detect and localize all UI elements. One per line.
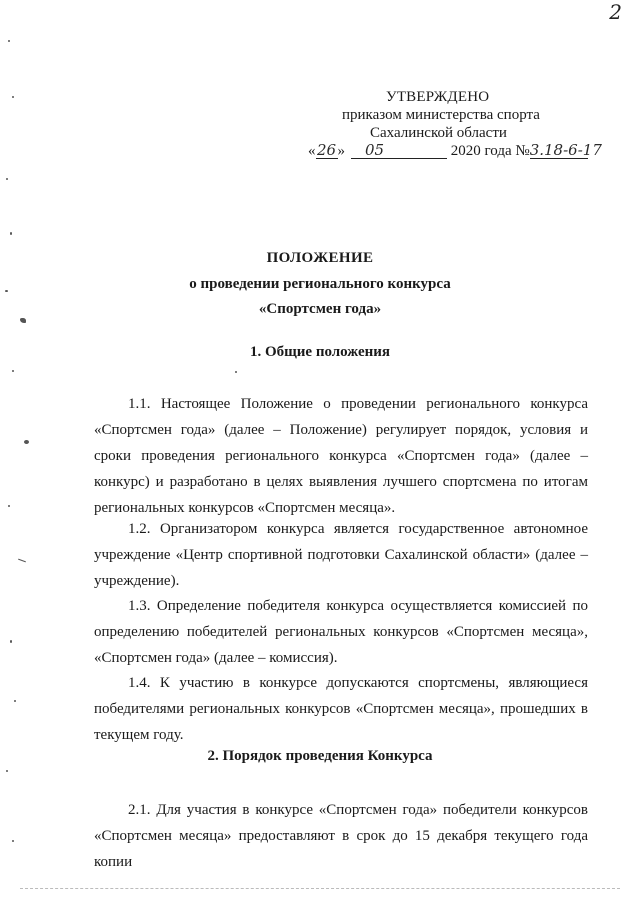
paragraph-1-2: 1.2. Организатором конкурса является государственное автономное учреждение «Центр спортивной подготовки Сахалинской области» (далее – учреждение). [94,521,588,589]
scan-speck [18,559,26,563]
paragraph-1-4: 1.4. К участию в конкурсе допускаются спортсмены, являющиеся победителями региональных конкурсов «Спортсмен месяца», прошедших в текущем году. [94,675,588,743]
scan-edge-line [20,888,620,889]
scan-speck [12,96,14,98]
scan-speck [6,770,8,772]
paragraph-1-3: 1.3. Определение победителя конкурса осуществляется комиссией по определению победителей региональных конкурсов «Спортсмен месяца», «Спортсмен года» (далее – комиссия). [94,598,588,666]
document-title: ПОЛОЖЕНИЕ [266,250,374,266]
page-number: 2 [609,0,622,24]
approval-date-line [308,141,602,160]
approval-region-line: Сахалинской области [370,125,507,141]
order-number: 3.18-6-17 [529,141,602,159]
date-month: 05 [351,142,447,159]
scan-speck [24,440,29,444]
document-contest-name: «Спортсмен года» [258,301,382,317]
approval-title: УТВЕРЖДЕНО [386,89,490,105]
document-subtitle: о проведении регионального конкурса [189,276,451,292]
scan-speck [5,290,8,292]
scan-speck [12,840,14,842]
scan-speck [14,700,16,702]
section-1-title: 1. Общие положения [249,344,391,360]
scan-speck [6,178,8,180]
date-open-quote: « [308,143,316,159]
scan-speck [10,232,12,235]
scan-speck [8,505,10,507]
scan-speck [12,370,14,372]
date-year-text: 2020 года № [450,143,530,159]
section-2-title: 2. Порядок проведения Конкурса [207,748,433,764]
paragraph-1-1: 1.1. Настоящее Положение о проведении регионального конкурса «Спортсмен года» (далее – Положение) регулирует порядок, условия и сроки проведения регионального конкурса «Спортсмен года» (далее – конкурс) и разработано в целях выявления лучшего спортсмена по итогам региональных конкурсов «Спортсмен месяца». [94,396,588,516]
scan-speck [10,640,12,643]
paragraph-2-1: 2.1. Для участия в конкурсе «Спортсмен года» победители конкурсов «Спортсмен месяца» предоставляют в срок до 15 декабря текущего года копии [94,802,588,870]
approval-ministry-line: приказом министерства спорта [342,107,540,123]
date-day: 26 [316,141,337,159]
scan-speck [8,40,10,42]
date-close-quote: » [337,143,345,159]
scan-speck [20,318,26,323]
scan-speck [235,371,237,373]
